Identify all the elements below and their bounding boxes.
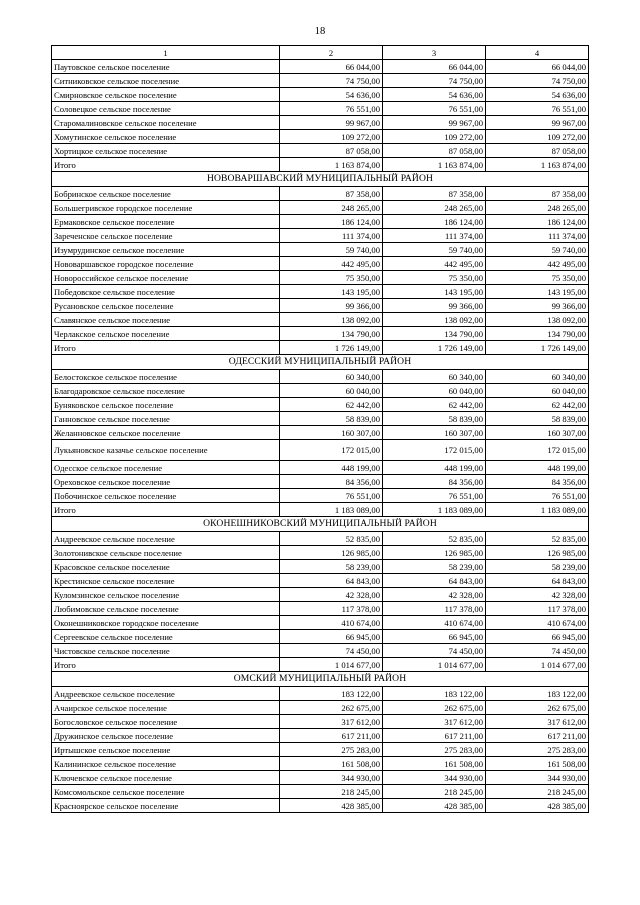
settlement-name: Куломзинское сельское поселение	[52, 588, 280, 602]
settlement-name: Изумрудинское сельское поселение	[52, 243, 280, 257]
amount-cell: 172 015,00	[486, 440, 589, 461]
amount-cell: 138 092,00	[280, 313, 383, 327]
amount-cell: 134 790,00	[383, 327, 486, 341]
amount-cell: 74 750,00	[383, 74, 486, 88]
total-row	[52, 341, 589, 355]
amount-cell: 1 183 089,00	[383, 503, 486, 517]
amount-cell: 64 843,00	[486, 574, 589, 588]
amount-cell: 75 350,00	[280, 271, 383, 285]
amount-cell: 99 366,00	[383, 299, 486, 313]
table-row	[52, 243, 589, 257]
amount-cell: 183 122,00	[383, 687, 486, 701]
table-row	[52, 187, 589, 201]
amount-cell: 134 790,00	[486, 327, 589, 341]
amount-cell: 1 726 149,00	[383, 341, 486, 355]
amount-cell: 1 163 874,00	[486, 158, 589, 172]
district-title: ОКОНЕШНИКОВСКИЙ МУНИЦИПАЛЬНЫЙ РАЙОН	[52, 517, 589, 532]
amount-cell: 617 211,00	[486, 729, 589, 743]
amount-cell: 87 358,00	[383, 187, 486, 201]
amount-cell: 58 239,00	[280, 560, 383, 574]
amount-cell: 99 967,00	[383, 116, 486, 130]
settlement-name: Соловецкое сельское поселение	[52, 102, 280, 116]
amount-cell: 59 740,00	[383, 243, 486, 257]
table-header-row	[52, 46, 589, 60]
amount-cell: 1 163 874,00	[280, 158, 383, 172]
table-row	[52, 574, 589, 588]
amount-cell: 448 199,00	[383, 461, 486, 475]
amount-cell: 109 272,00	[486, 130, 589, 144]
amount-cell: 218 245,00	[383, 785, 486, 799]
amount-cell: 160 307,00	[486, 426, 589, 440]
amount-cell: 126 985,00	[383, 546, 486, 560]
settlement-name: Благодаровское сельское поселение	[52, 384, 280, 398]
table-row	[52, 701, 589, 715]
amount-cell: 76 551,00	[383, 102, 486, 116]
amount-cell: 448 199,00	[486, 461, 589, 475]
amount-cell: 99 967,00	[280, 116, 383, 130]
amount-cell: 42 328,00	[383, 588, 486, 602]
amount-cell: 74 450,00	[383, 644, 486, 658]
amount-cell: 275 283,00	[383, 743, 486, 757]
amount-cell: 218 245,00	[486, 785, 589, 799]
table-row	[52, 271, 589, 285]
amount-cell: 66 945,00	[486, 630, 589, 644]
amount-cell: 428 385,00	[383, 799, 486, 813]
table-row	[52, 785, 589, 799]
column-header: 4	[486, 46, 589, 60]
amount-cell: 66 945,00	[280, 630, 383, 644]
amount-cell: 1 014 677,00	[280, 658, 383, 672]
table-row	[52, 215, 589, 229]
amount-cell: 172 015,00	[280, 440, 383, 461]
amount-cell: 161 508,00	[280, 757, 383, 771]
settlement-name: Сергеевское сельское поселение	[52, 630, 280, 644]
amount-cell: 1 014 677,00	[383, 658, 486, 672]
settlement-name: Красовское сельское поселение	[52, 560, 280, 574]
amount-cell: 262 675,00	[280, 701, 383, 715]
table-row	[52, 299, 589, 313]
amount-cell: 117 378,00	[486, 602, 589, 616]
table-row	[52, 461, 589, 475]
district-header-row	[52, 517, 589, 532]
amount-cell: 76 551,00	[280, 489, 383, 503]
table-row	[52, 799, 589, 813]
amount-cell: 442 495,00	[280, 257, 383, 271]
amount-cell: 62 442,00	[280, 398, 383, 412]
amount-cell: 64 843,00	[280, 574, 383, 588]
total-label: Итого	[52, 503, 280, 517]
settlement-name: Черлакское сельское поселение	[52, 327, 280, 341]
amount-cell: 66 044,00	[280, 60, 383, 74]
settlement-name: Хомутинское сельское поселение	[52, 130, 280, 144]
column-header: 3	[383, 46, 486, 60]
table-row	[52, 229, 589, 243]
amount-cell: 126 985,00	[280, 546, 383, 560]
settlement-name: Белостокское сельское поселение	[52, 370, 280, 384]
amount-cell: 99 366,00	[280, 299, 383, 313]
table-row	[52, 313, 589, 327]
amount-cell: 248 265,00	[280, 201, 383, 215]
amount-cell: 99 366,00	[486, 299, 589, 313]
total-label: Итого	[52, 158, 280, 172]
amount-cell: 76 551,00	[280, 102, 383, 116]
amount-cell: 109 272,00	[280, 130, 383, 144]
amount-cell: 42 328,00	[486, 588, 589, 602]
amount-cell: 58 239,00	[486, 560, 589, 574]
settlement-name: Бобринское сельское поселение	[52, 187, 280, 201]
column-header: 1	[52, 46, 280, 60]
amount-cell: 42 328,00	[280, 588, 383, 602]
amount-cell: 262 675,00	[486, 701, 589, 715]
settlement-name: Буняковское сельское поселение	[52, 398, 280, 412]
amount-cell: 54 636,00	[280, 88, 383, 102]
amount-cell: 143 195,00	[383, 285, 486, 299]
table-row	[52, 88, 589, 102]
table-row	[52, 74, 589, 88]
amount-cell: 317 612,00	[280, 715, 383, 729]
table-row	[52, 743, 589, 757]
amount-cell: 1 183 089,00	[486, 503, 589, 517]
amount-cell: 87 058,00	[383, 144, 486, 158]
page-number: 18	[314, 26, 326, 37]
table-row	[52, 384, 589, 398]
amount-cell: 58 839,00	[383, 412, 486, 426]
table-row	[52, 60, 589, 74]
amount-cell: 74 450,00	[486, 644, 589, 658]
amount-cell: 58 239,00	[383, 560, 486, 574]
table-row	[52, 687, 589, 701]
table-row	[52, 398, 589, 412]
amount-cell: 62 442,00	[486, 398, 589, 412]
table-row	[52, 144, 589, 158]
settlement-name: Паутовское сельское поселение	[52, 60, 280, 74]
district-title: НОВОВАРШАВСКИЙ МУНИЦИПАЛЬНЫЙ РАЙОН	[52, 172, 589, 187]
table-row	[52, 475, 589, 489]
table-row	[52, 102, 589, 116]
amount-cell: 1 163 874,00	[383, 158, 486, 172]
amount-cell: 87 058,00	[486, 144, 589, 158]
amount-cell: 218 245,00	[280, 785, 383, 799]
settlement-name: Славянское сельское поселение	[52, 313, 280, 327]
settlement-name: Лукьяновское казачье сельское поселение	[52, 440, 280, 461]
settlement-name: Желанновское сельское поселение	[52, 426, 280, 440]
table-row	[52, 370, 589, 384]
amount-cell: 410 674,00	[486, 616, 589, 630]
amount-cell: 428 385,00	[486, 799, 589, 813]
settlement-name: Большегривское городское поселение	[52, 201, 280, 215]
total-row	[52, 658, 589, 672]
table-row	[52, 602, 589, 616]
amount-cell: 60 340,00	[486, 370, 589, 384]
table-row	[52, 257, 589, 271]
amount-cell: 186 124,00	[383, 215, 486, 229]
amount-cell: 1 726 149,00	[280, 341, 383, 355]
settlement-name: Ганновское сельское поселение	[52, 412, 280, 426]
total-row	[52, 158, 589, 172]
settlement-name: Зареченское сельское поселение	[52, 229, 280, 243]
amount-cell: 52 835,00	[280, 532, 383, 546]
amount-cell: 448 199,00	[280, 461, 383, 475]
table-row	[52, 771, 589, 785]
settlement-name: Ачаирское сельское поселение	[52, 701, 280, 715]
amount-cell: 84 356,00	[280, 475, 383, 489]
amount-cell: 62 442,00	[383, 398, 486, 412]
amount-cell: 59 740,00	[486, 243, 589, 257]
amount-cell: 1 183 089,00	[280, 503, 383, 517]
amount-cell: 117 378,00	[280, 602, 383, 616]
amount-cell: 54 636,00	[486, 88, 589, 102]
settlement-name: Оконешниковское городское поселение	[52, 616, 280, 630]
amount-cell: 75 350,00	[383, 271, 486, 285]
district-header-row	[52, 672, 589, 687]
amount-cell: 186 124,00	[486, 215, 589, 229]
amount-cell: 344 930,00	[280, 771, 383, 785]
amount-cell: 74 750,00	[486, 74, 589, 88]
amount-cell: 58 839,00	[280, 412, 383, 426]
table-row	[52, 130, 589, 144]
table-body	[52, 46, 589, 813]
amount-cell: 126 985,00	[486, 546, 589, 560]
total-label: Итого	[52, 341, 280, 355]
amount-cell: 248 265,00	[486, 201, 589, 215]
amount-cell: 60 040,00	[383, 384, 486, 398]
amount-cell: 275 283,00	[486, 743, 589, 757]
amount-cell: 84 356,00	[486, 475, 589, 489]
table-row	[52, 630, 589, 644]
settlement-name: Красноярское сельское поселение	[52, 799, 280, 813]
amount-cell: 87 058,00	[280, 144, 383, 158]
amount-cell: 66 044,00	[383, 60, 486, 74]
amount-cell: 186 124,00	[280, 215, 383, 229]
table-row	[52, 729, 589, 743]
table-row	[52, 327, 589, 341]
amount-cell: 75 350,00	[486, 271, 589, 285]
settlement-name: Старомалиновское сельское поселение	[52, 116, 280, 130]
amount-cell: 52 835,00	[486, 532, 589, 546]
settlement-name: Хортицкое сельское поселение	[52, 144, 280, 158]
settlement-name: Победовское сельское поселение	[52, 285, 280, 299]
amount-cell: 87 358,00	[486, 187, 589, 201]
settlement-name: Ситниковское сельское поселение	[52, 74, 280, 88]
settlement-name: Калининское сельское поселение	[52, 757, 280, 771]
amount-cell: 344 930,00	[383, 771, 486, 785]
amount-cell: 183 122,00	[280, 687, 383, 701]
settlement-name: Одесское сельское поселение	[52, 461, 280, 475]
budget-table	[51, 45, 589, 813]
settlement-name: Ореховское сельское поселение	[52, 475, 280, 489]
amount-cell: 442 495,00	[486, 257, 589, 271]
amount-cell: 111 374,00	[383, 229, 486, 243]
amount-cell: 442 495,00	[383, 257, 486, 271]
amount-cell: 74 450,00	[280, 644, 383, 658]
amount-cell: 109 272,00	[383, 130, 486, 144]
table-row	[52, 546, 589, 560]
settlement-name: Дружинское сельское поселение	[52, 729, 280, 743]
amount-cell: 262 675,00	[383, 701, 486, 715]
district-title: ОДЕССКИЙ МУНИЦИПАЛЬНЫЙ РАЙОН	[52, 355, 589, 370]
amount-cell: 183 122,00	[486, 687, 589, 701]
table-row	[52, 588, 589, 602]
amount-cell: 74 750,00	[280, 74, 383, 88]
settlement-name: Богословское сельское поселение	[52, 715, 280, 729]
table-row	[52, 116, 589, 130]
settlement-name: Нововаршавское городское поселение	[52, 257, 280, 271]
amount-cell: 1 726 149,00	[486, 341, 589, 355]
amount-cell: 410 674,00	[383, 616, 486, 630]
table-row	[52, 644, 589, 658]
total-row	[52, 503, 589, 517]
amount-cell: 160 307,00	[383, 426, 486, 440]
amount-cell: 60 340,00	[383, 370, 486, 384]
amount-cell: 134 790,00	[280, 327, 383, 341]
table-row	[52, 532, 589, 546]
settlement-name: Побочинское сельское поселение	[52, 489, 280, 503]
table-row	[52, 440, 589, 461]
settlement-name: Любимовское сельское поселение	[52, 602, 280, 616]
settlement-name: Русановское сельское поселение	[52, 299, 280, 313]
table-row	[52, 560, 589, 574]
table-row	[52, 285, 589, 299]
amount-cell: 161 508,00	[486, 757, 589, 771]
amount-cell: 138 092,00	[486, 313, 589, 327]
table-row	[52, 757, 589, 771]
amount-cell: 143 195,00	[486, 285, 589, 299]
settlement-name: Золотонивское сельское поселение	[52, 546, 280, 560]
amount-cell: 54 636,00	[383, 88, 486, 102]
amount-cell: 60 040,00	[280, 384, 383, 398]
amount-cell: 76 551,00	[486, 102, 589, 116]
amount-cell: 87 358,00	[280, 187, 383, 201]
amount-cell: 161 508,00	[383, 757, 486, 771]
settlement-name: Комсомольское сельское поселение	[52, 785, 280, 799]
amount-cell: 344 930,00	[486, 771, 589, 785]
table-row	[52, 715, 589, 729]
amount-cell: 275 283,00	[280, 743, 383, 757]
table-row	[52, 426, 589, 440]
table-row	[52, 412, 589, 426]
settlement-name: Андреевское сельское поселение	[52, 687, 280, 701]
settlement-name: Андреевское сельское поселение	[52, 532, 280, 546]
district-header-row	[52, 355, 589, 370]
amount-cell: 66 945,00	[383, 630, 486, 644]
amount-cell: 428 385,00	[280, 799, 383, 813]
amount-cell: 60 040,00	[486, 384, 589, 398]
amount-cell: 160 307,00	[280, 426, 383, 440]
amount-cell: 76 551,00	[486, 489, 589, 503]
amount-cell: 143 195,00	[280, 285, 383, 299]
settlement-name: Смирновское сельское поселение	[52, 88, 280, 102]
amount-cell: 1 014 677,00	[486, 658, 589, 672]
amount-cell: 138 092,00	[383, 313, 486, 327]
settlement-name: Новороссийское сельское поселение	[52, 271, 280, 285]
district-title: ОМСКИЙ МУНИЦИПАЛЬНЫЙ РАЙОН	[52, 672, 589, 687]
table-row	[52, 489, 589, 503]
amount-cell: 317 612,00	[486, 715, 589, 729]
amount-cell: 117 378,00	[383, 602, 486, 616]
total-label: Итого	[52, 658, 280, 672]
amount-cell: 66 044,00	[486, 60, 589, 74]
amount-cell: 60 340,00	[280, 370, 383, 384]
settlement-name: Ермаковское сельское поселение	[52, 215, 280, 229]
table-row	[52, 616, 589, 630]
settlement-name: Ключевское сельское поселение	[52, 771, 280, 785]
amount-cell: 617 211,00	[383, 729, 486, 743]
settlement-name: Чистовское сельское поселение	[52, 644, 280, 658]
amount-cell: 59 740,00	[280, 243, 383, 257]
amount-cell: 317 612,00	[383, 715, 486, 729]
amount-cell: 172 015,00	[383, 440, 486, 461]
amount-cell: 99 967,00	[486, 116, 589, 130]
column-header: 2	[280, 46, 383, 60]
settlement-name: Иртышское сельское поселение	[52, 743, 280, 757]
district-header-row	[52, 172, 589, 187]
amount-cell: 248 265,00	[383, 201, 486, 215]
settlement-name: Крестинское сельское поселение	[52, 574, 280, 588]
amount-cell: 58 839,00	[486, 412, 589, 426]
table-row	[52, 201, 589, 215]
amount-cell: 410 674,00	[280, 616, 383, 630]
amount-cell: 52 835,00	[383, 532, 486, 546]
amount-cell: 617 211,00	[280, 729, 383, 743]
amount-cell: 64 843,00	[383, 574, 486, 588]
amount-cell: 76 551,00	[383, 489, 486, 503]
amount-cell: 111 374,00	[486, 229, 589, 243]
amount-cell: 84 356,00	[383, 475, 486, 489]
amount-cell: 111 374,00	[280, 229, 383, 243]
